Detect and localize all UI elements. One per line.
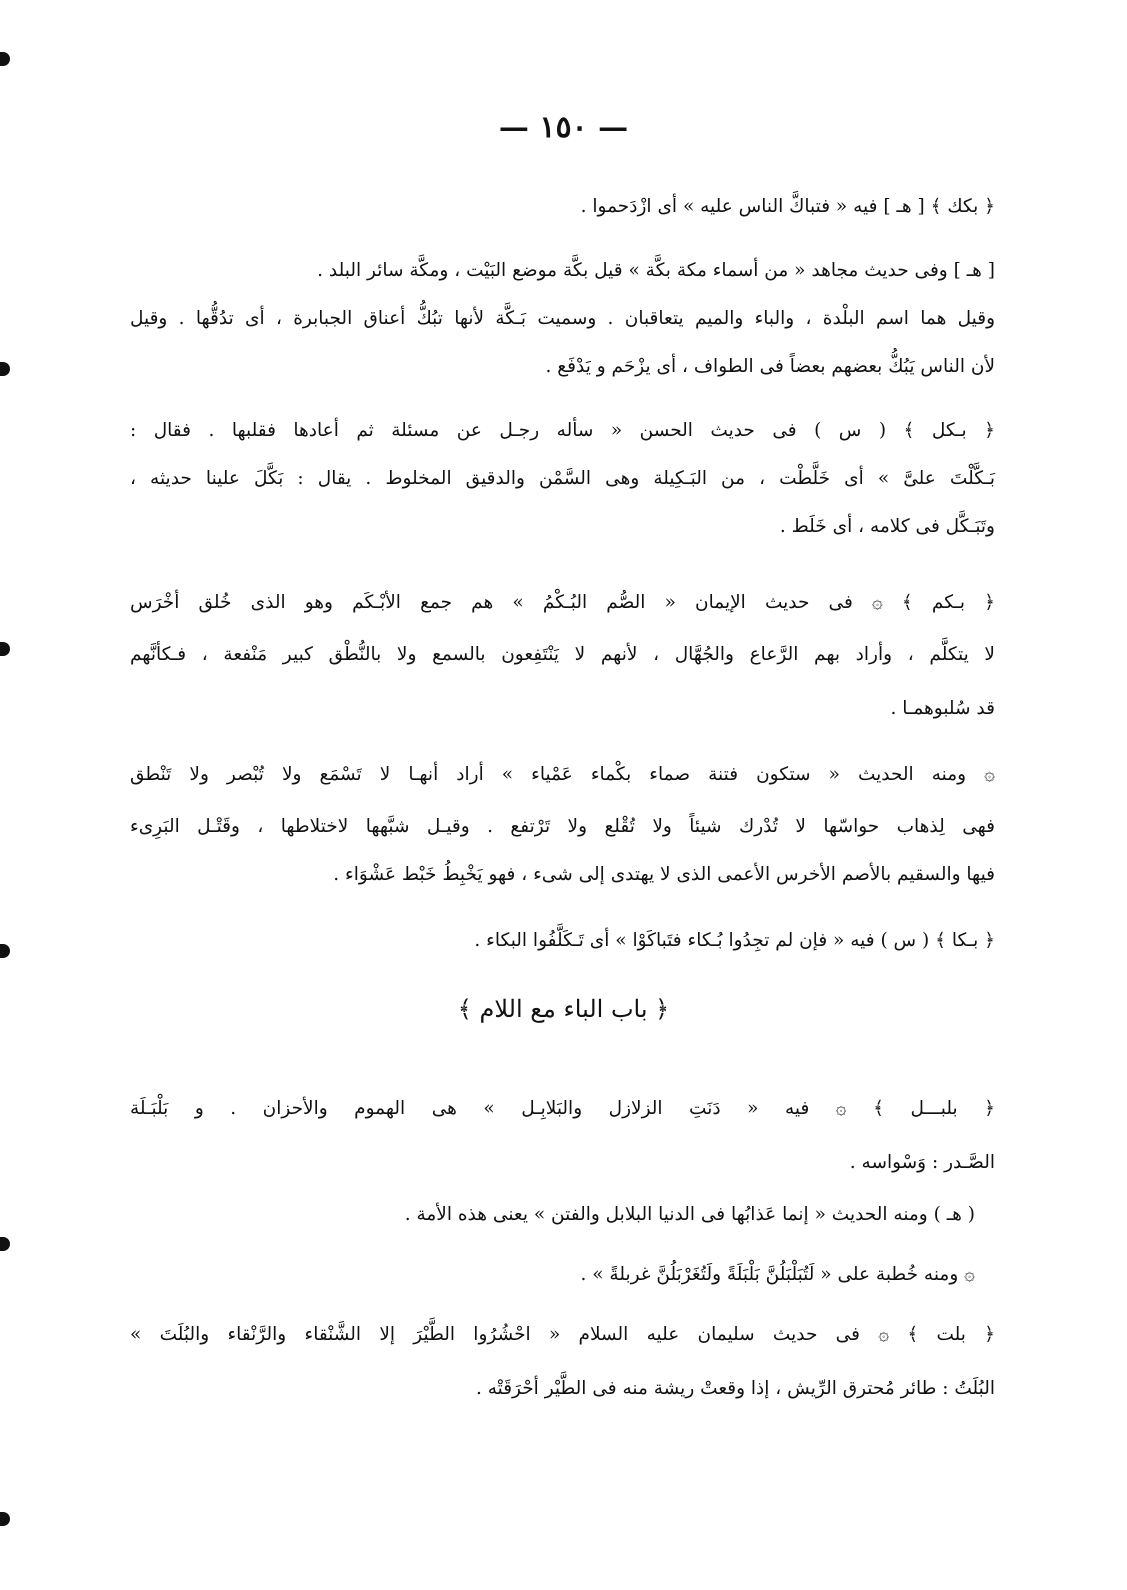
binding-mark bbox=[0, 1237, 10, 1251]
entry-line: الصَّـدر : وَسْواسه . bbox=[849, 1152, 995, 1173]
entry-line: ﴿ بكك ﴾ [ هـ ] فيه « فتباكَّ الناس عليه » أى ازْدَحموا . bbox=[580, 196, 995, 217]
entry-line: لا يتكلَّم ، وأراد بهم الرَّعاع والجُهَّال ، لأنهم لا يَنْتَفِعون بالسمع ولا بالنُّطْق كبير مَنْفعة ، فـكأنَّهم bbox=[130, 644, 995, 665]
binding-mark bbox=[0, 52, 10, 66]
page-number: — ١٥٠ — bbox=[498, 110, 629, 145]
entry-line: قد سُلبوهمـا . bbox=[890, 698, 995, 719]
entry-line: [ هـ ] وفى حديث مجاهد « من أسماء مكة بكَّة » قيل بكَّة موضع البَيْت ، ومكَّة سائر البلد . bbox=[317, 260, 995, 281]
entry-line: ﴿ بلت ﴾ ۞ فى حديث سليمان عليه السلام « احْشُرُوا الطَّيْرَ إلا الشَّنْقاء والرَّنْقاء والبُلَتَ » bbox=[130, 1324, 995, 1345]
entry-line: ۞ ومنه خُطبة على « لَتُبَلْبَلُنَّ بَلْبَلَةً ولَتُغَرْبَلُنَّ غربلةً » . bbox=[580, 1264, 975, 1285]
binding-mark bbox=[0, 944, 10, 958]
entry-line: ( هـ ) ومنه الحديث « إنما عَذابُها فى الدنيا البلابل والفتن » يعنى هذه الأمة . bbox=[404, 1204, 975, 1225]
entry-line: ﴿ بـكل ﴾ ( س ) فى حديث الحسن « سأله رجـل عن مسئلة ثم أعادها فقلبها . فقال : bbox=[130, 420, 995, 441]
entry-line: البُلَتُ : طائر مُحترق الرِّيش ، إذا وقعتْ ريشة منه فى الطَّيْر أحْرَقَتْه . bbox=[475, 1378, 995, 1399]
entry-line: لأن الناس يَبُكُّ بعضهم بعضاً فى الطواف ، أى يزْحَم و يَدْفَع . bbox=[545, 356, 995, 377]
section-heading: ﴿ باب الباء مع اللام ﴾ bbox=[457, 995, 670, 1023]
entry-line: وقيل هما اسم البلْدة ، والباء والميم يتعاقبان . وسميت بَـكَّة لأنها تبُكُّ أعناق الجبابرة ، أى تدُقُّها . وقيل bbox=[130, 308, 995, 329]
entry-line: فيها والسقيم بالأصم الأخرس الأعمى الذى لا يهتدى إلى شىء ، فهو يَخْبِطُ خَبْط عَشْوَاء . bbox=[333, 864, 995, 885]
binding-mark bbox=[0, 362, 10, 376]
entry-line: ﴿ بـكم ﴾ ۞ فى حديث الإيمان « الصُّم البُـكْمُ » هم جمع الأبْـكَم وهو الذى خُلق أخْرَس bbox=[130, 592, 995, 613]
entry-line: ﴿ بلبـــل ﴾ ۞ فيه « دَنَتِ الزلازل والبَلابِـل » هى الهموم والأحزان . و بَلْبَـلَة bbox=[130, 1098, 995, 1119]
entry-line: ﴿ بـكا ﴾ ( س ) فيه « فإن لم تجِدُوا بُـكاء فتَباكَوْا » أى تَـكَلَّفُوا البكاء . bbox=[474, 930, 995, 951]
entry-line: فهى لِذهاب حواسّها لا تُدْرك شيئاً ولا تُقْلع ولا تَرْتفع . وقيـل شبَّهها لاختلاطها ، وقَتْـل البَرِىء bbox=[130, 816, 995, 837]
entry-line: وتَبَـكَّل فى كلامه ، أى خَلَط . bbox=[779, 516, 995, 537]
binding-mark bbox=[0, 642, 10, 656]
entry-line: ۞ ومنه الحديث « ستكون فتنة صماء بكْماء عَمْياء » أراد أنهـا لا تَسْمَع ولا تُبْصر ولا تَنْطق bbox=[130, 764, 995, 785]
entry-line: بَـكَّلْتَ علىَّ » أى خَلَّطْت ، من البَـكِيلة وهى السَّمْن والدقيق المخلوط . يقال : بَكَّلَ علينا حديثه ، bbox=[130, 468, 995, 489]
binding-mark bbox=[0, 1512, 10, 1526]
